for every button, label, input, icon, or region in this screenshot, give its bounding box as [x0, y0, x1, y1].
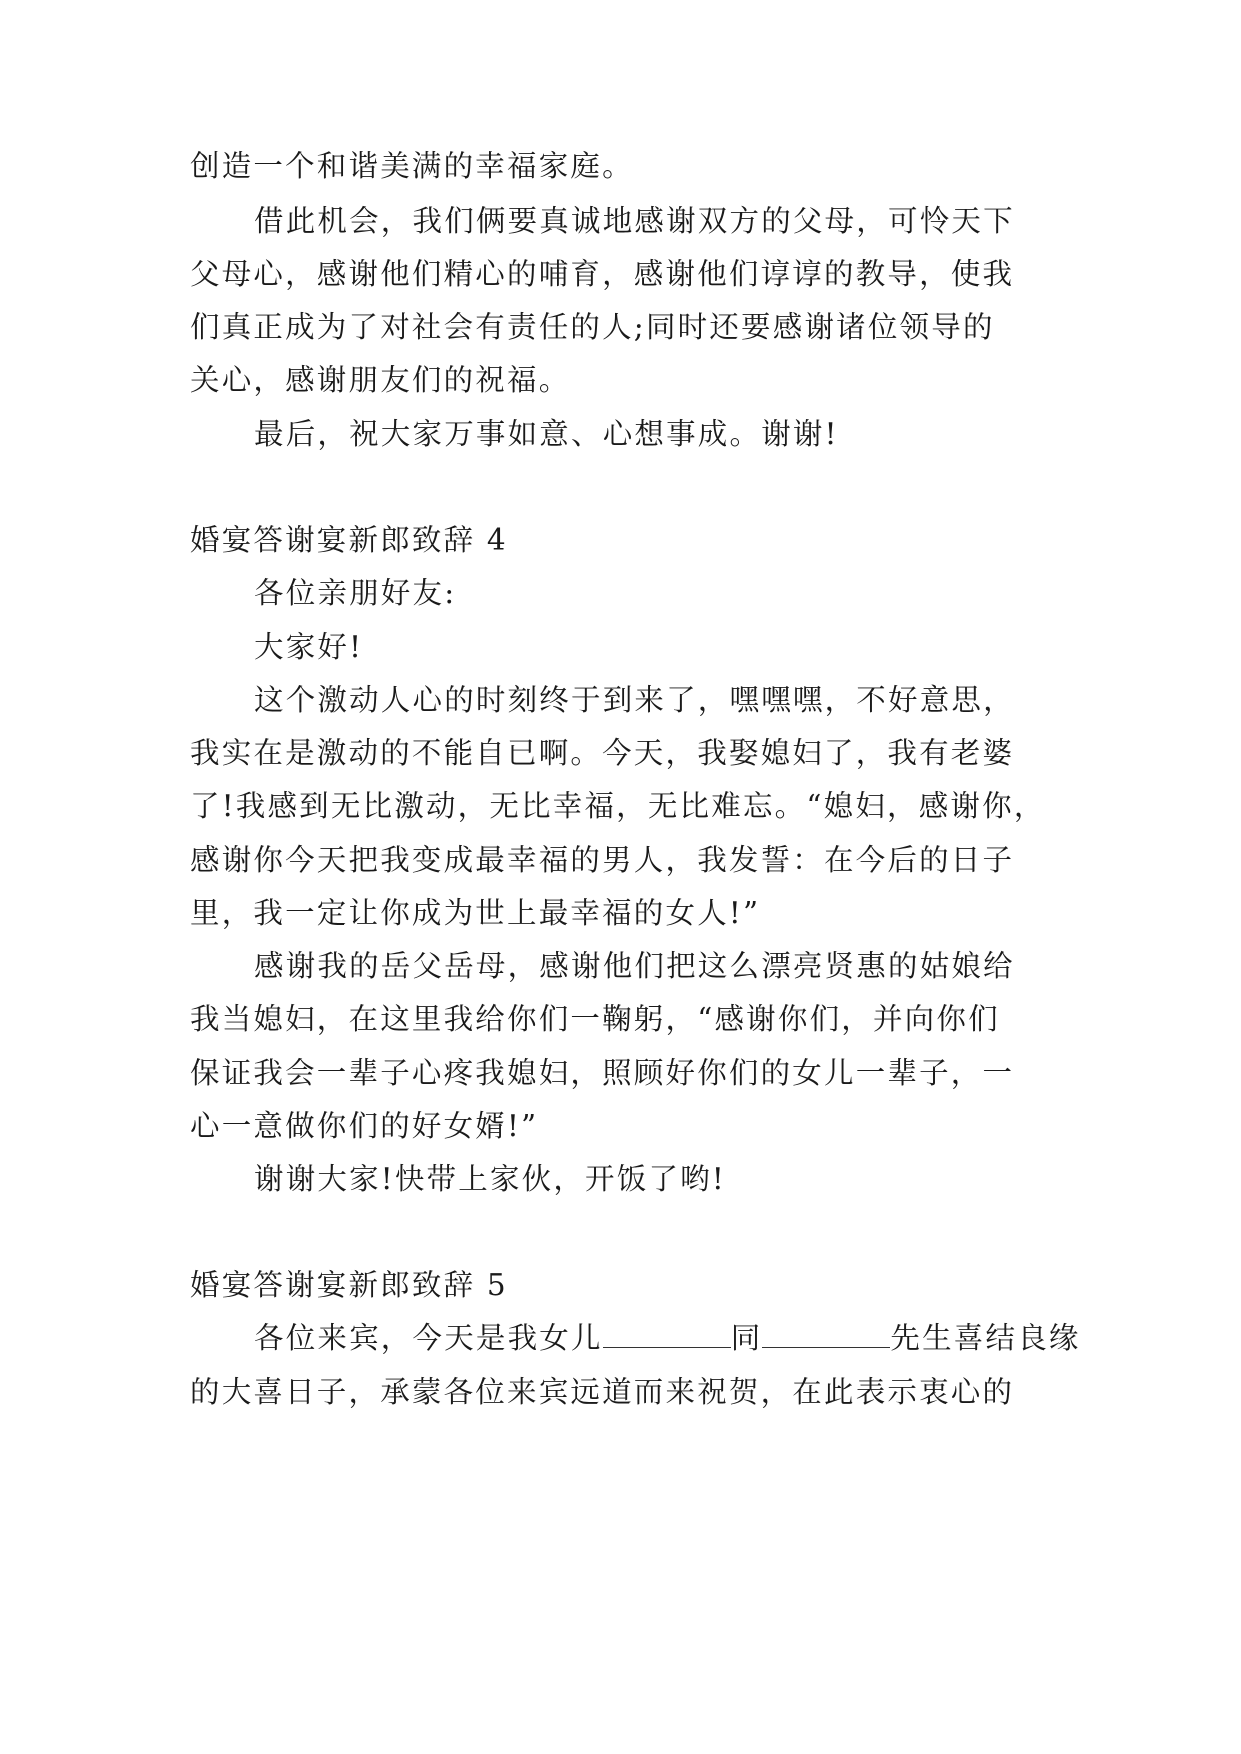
paragraph-start: 谢谢大家!快带上家伙，开饭了哟! — [254, 1162, 726, 1196]
body-line: 父母心，感谢他们精心的哺育，感谢他们谆谆的教导，使我 — [190, 257, 1015, 291]
body-line: 了!我感到无比激动，无比幸福，无比难忘。“媳妇，感谢你， — [190, 789, 1046, 823]
paragraph-start: 感谢我的岳父岳母，感谢他们把这么漂亮贤惠的姑娘给 — [254, 949, 1015, 983]
section-title: 婚宴答谢宴新郎致辞 4 — [190, 523, 508, 557]
body-line: 心一意做你们的好女婿!” — [190, 1109, 539, 1143]
paragraph-start — [254, 1318, 1081, 1358]
body-line: 我当媳妇，在这里我给你们一鞠躬，“感谢你们，并向你们 — [190, 1002, 1000, 1036]
body-line: 里，我一定让你成为世上最幸福的女人!” — [190, 896, 761, 930]
text-segment: 先生喜结良缘 — [890, 1321, 1081, 1355]
body-line: 的大喜日子，承蒙各位来宾远道而来祝贺，在此表示衷心的 — [190, 1375, 1015, 1409]
body-line: 感谢你今天把我变成最幸福的男人，我发誓：在今后的日子 — [190, 843, 1015, 877]
fill-in-blank — [762, 1323, 890, 1348]
section-title: 婚宴答谢宴新郎致辞 5 — [190, 1268, 508, 1302]
body-line: 们真正成为了对社会有责任的人;同时还要感谢诸位领导的 — [190, 310, 995, 344]
paragraph-start: 这个激动人心的时刻终于到来了，嘿嘿嘿，不好意思， — [254, 683, 1015, 717]
paragraph-start: 借此机会，我们俩要真诚地感谢双方的父母，可怜天下 — [254, 204, 1015, 238]
salutation: 各位亲朋好友: — [254, 576, 457, 610]
paragraph-start: 最后，祝大家万事如意、心想事成。谢谢! — [254, 417, 839, 451]
body-line: 我实在是激动的不能自已啊。今天，我娶媳妇了，我有老婆 — [190, 736, 1015, 770]
fill-in-blank — [603, 1323, 731, 1348]
body-line: 保证我会一辈子心疼我媳妇，照顾好你们的女儿一辈子，一 — [190, 1056, 1015, 1090]
body-line: 关心，感谢朋友们的祝福。 — [190, 363, 571, 397]
text-segment: 各位来宾，今天是我女儿 — [254, 1321, 603, 1355]
greeting: 大家好! — [254, 630, 364, 664]
text-segment: 同 — [730, 1321, 763, 1355]
body-line: 创造一个和谐美满的幸福家庭。 — [190, 149, 634, 183]
